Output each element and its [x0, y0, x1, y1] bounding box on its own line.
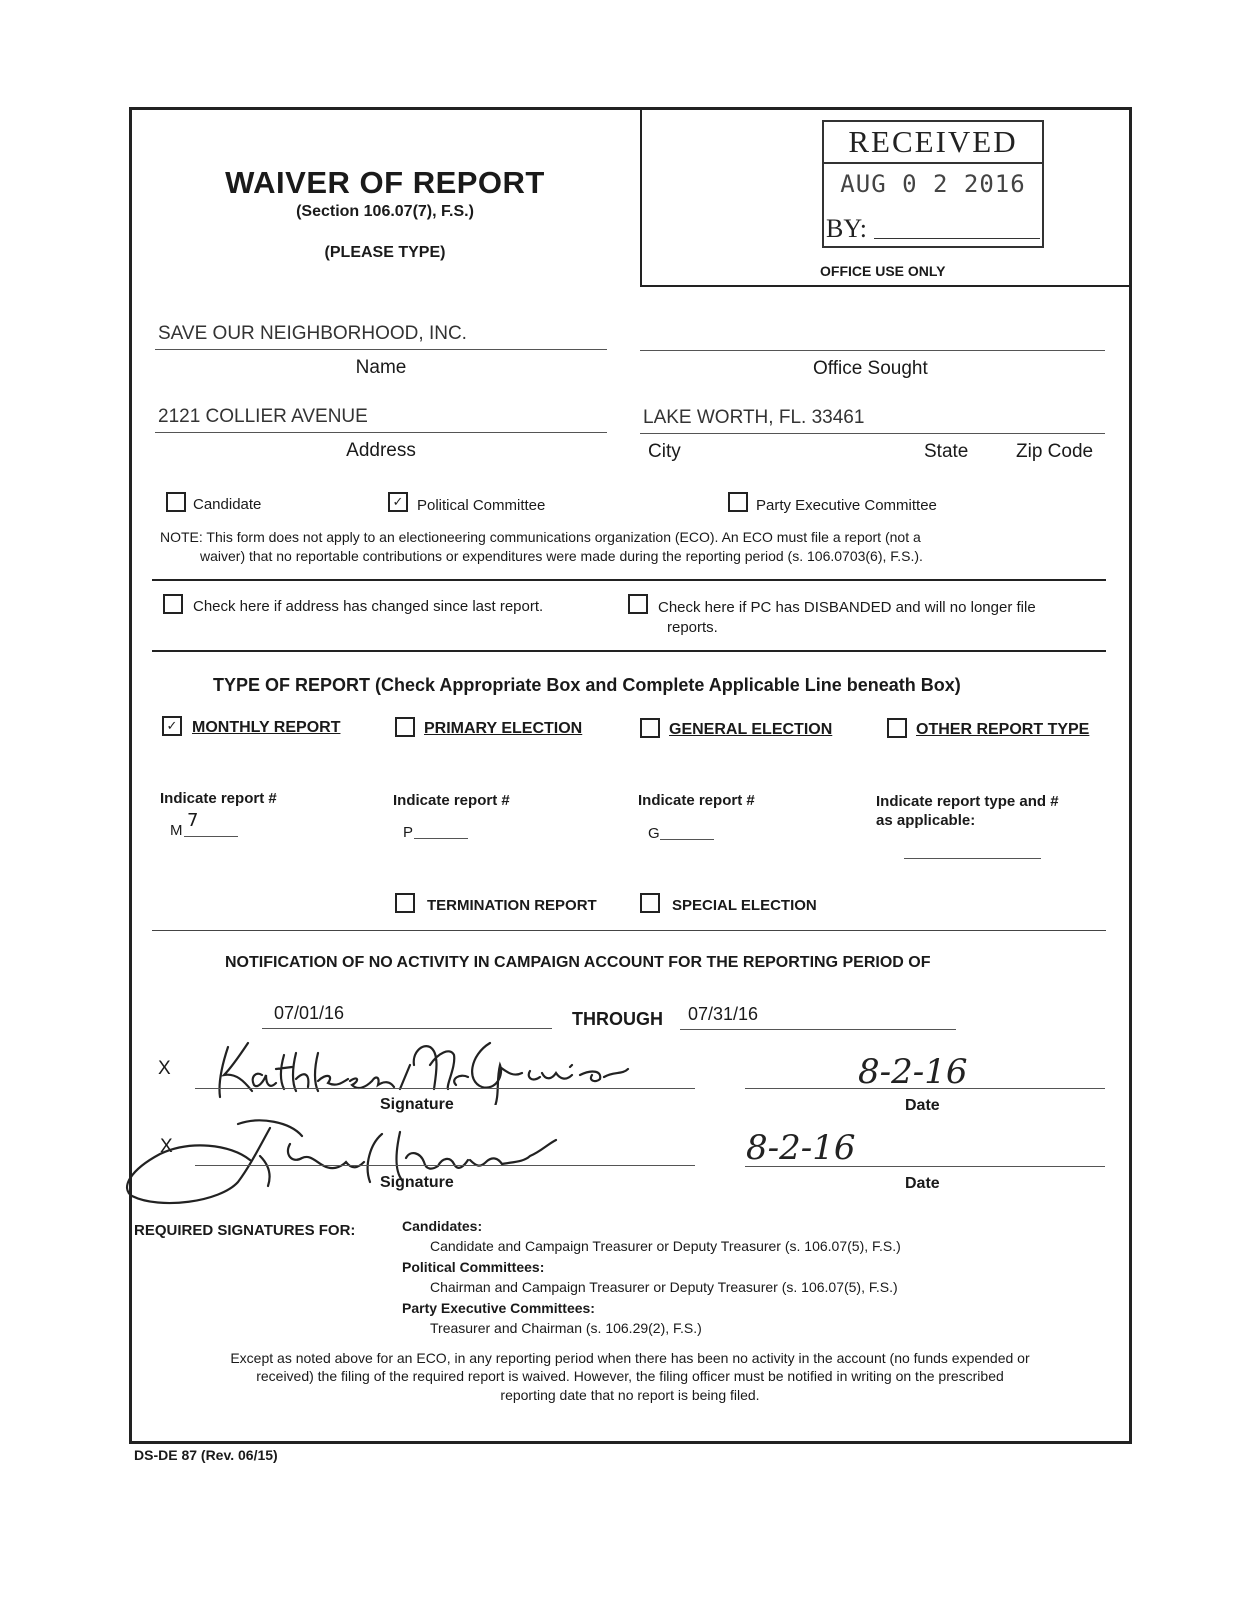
termination-label: TERMINATION REPORT: [427, 897, 597, 914]
candidate-label: Candidate: [193, 496, 262, 513]
monthly-prefix: M: [170, 822, 183, 839]
through-label: THROUGH: [572, 1009, 663, 1029]
candidates-heading: Candidates:: [402, 1218, 483, 1234]
political-committee-label: Political Committee: [417, 497, 546, 514]
address-changed-checkbox[interactable]: [163, 594, 183, 614]
stamp-title: RECEIVED: [848, 124, 1018, 159]
sig1-date[interactable]: 8-2-16: [858, 1052, 968, 1092]
report-type-heading: TYPE OF REPORT (Check Appropriate Box and Complete Applicable Line beneath Box): [213, 675, 961, 695]
signature-1-image: [200, 1025, 640, 1105]
sig1-label: Signature: [380, 1096, 454, 1113]
name-label: Name: [355, 357, 407, 378]
primary-prefix: P: [403, 824, 414, 841]
pc-text: Chairman and Campaign Treasurer or Deputy Treasurer (s. 106.07(5), F.S.): [430, 1279, 898, 1295]
disbanded-checkbox[interactable]: [628, 594, 648, 614]
stamp-by: BY:: [826, 214, 867, 243]
sig2-date-line: [745, 1166, 1105, 1167]
city-line: [640, 433, 1105, 434]
party-executive-checkbox[interactable]: [728, 492, 748, 512]
monthly-number-line: [184, 836, 238, 837]
form-number: DS-DE 87 (Rev. 06/15): [134, 1447, 278, 1463]
stamp-by-line: [874, 238, 1040, 239]
special-checkbox[interactable]: [640, 893, 660, 913]
general-label: GENERAL ELECTION: [669, 721, 833, 738]
office-sought-label: Office Sought: [813, 358, 928, 379]
special-label: SPECIAL ELECTION: [672, 897, 817, 914]
general-checkbox[interactable]: [640, 718, 660, 738]
period-to[interactable]: 07/31/16: [688, 1004, 759, 1024]
pc-heading: Political Committees:: [402, 1259, 545, 1275]
note-line-1: NOTE: This form does not apply to an electioneering communications organization (ECO). An ECO must file a report (not a: [160, 529, 921, 545]
city-state-zip-field[interactable]: LAKE WORTH, FL. 33461: [643, 407, 865, 428]
sig1-date-line: [745, 1088, 1105, 1089]
candidates-text: Candidate and Campaign Treasurer or Deputy Treasurer (s. 106.07(5), F.S.): [430, 1238, 901, 1254]
primary-label: PRIMARY ELECTION: [424, 720, 583, 737]
period-from[interactable]: 07/01/16: [274, 1003, 345, 1023]
footer-note-line-3: reporting date that no report is being filed.: [500, 1387, 760, 1403]
form-title: WAIVER OF REPORT: [225, 165, 545, 200]
sig1-line: [195, 1088, 695, 1089]
state-label: State: [924, 441, 969, 462]
general-prefix: G: [648, 825, 660, 842]
footer-note-line-2: received) the filing of the required report is waived. However, the filing officer must be notified in writing on the prescribed: [256, 1368, 1004, 1384]
notification-heading: NOTIFICATION OF NO ACTIVITY IN CAMPAIGN ACCOUNT FOR THE REPORTING PERIOD OF: [225, 954, 931, 971]
other-label: OTHER REPORT TYPE: [916, 721, 1090, 738]
divider-2: [152, 650, 1106, 652]
office-sought-line: [640, 350, 1105, 351]
termination-checkbox[interactable]: [395, 893, 415, 913]
candidate-checkbox[interactable]: [166, 492, 186, 512]
divider-3: [152, 930, 1106, 931]
sig2-line: [195, 1165, 695, 1166]
sig1-mark: X: [158, 1058, 171, 1079]
other-checkbox[interactable]: [887, 718, 907, 738]
received-stamp: [822, 120, 1044, 248]
sig2-date[interactable]: 8-2-16: [746, 1128, 856, 1168]
monthly-indicate: Indicate report #: [160, 790, 277, 807]
form-section: (Section 106.07(7), F.S.): [296, 203, 474, 220]
monthly-label: MONTHLY REPORT: [192, 719, 341, 736]
zip-label: Zip Code: [1016, 441, 1094, 462]
other-indicate-1: Indicate report type and #: [876, 793, 1059, 810]
footer-note-line-1: Except as noted above for an ECO, in any reporting period when there has been no activity in the account (no funds expended or: [230, 1350, 1030, 1366]
city-label: City: [648, 441, 681, 462]
disbanded-label-2: reports.: [667, 619, 718, 636]
name-line: [155, 349, 607, 350]
divider-1: [152, 579, 1106, 581]
please-type: (PLEASE TYPE): [324, 244, 446, 261]
political-committee-checkbox[interactable]: ✓: [388, 492, 408, 512]
primary-indicate: Indicate report #: [393, 792, 510, 809]
sig2-label: Signature: [380, 1174, 454, 1191]
period-to-line: [680, 1029, 956, 1030]
pec-text: Treasurer and Chairman (s. 106.29(2), F.S.): [430, 1320, 702, 1336]
name-field[interactable]: SAVE OUR NEIGHBORHOOD, INC.: [158, 323, 467, 344]
stamp-date: AUG 0 2 2016: [840, 170, 1026, 198]
monthly-checkbox[interactable]: ✓: [162, 716, 182, 736]
other-indicate-2: as applicable:: [876, 812, 976, 829]
disbanded-label-1: Check here if PC has DISBANDED and will no longer file: [658, 599, 1036, 616]
general-number-line: [660, 839, 714, 840]
note-line-2: waiver) that no reportable contributions or expenditures were made during the reporting period (s. 106.0703(6), F.S.).: [200, 548, 923, 564]
address-line: [155, 432, 607, 433]
pec-heading: Party Executive Committees:: [402, 1300, 595, 1316]
party-executive-label: Party Executive Committee: [756, 497, 937, 514]
sig1-date-label: Date: [905, 1097, 940, 1114]
stamp-divider: [824, 162, 1042, 164]
other-value-line: [904, 858, 1041, 859]
monthly-report-number[interactable]: 7: [187, 810, 199, 831]
sig2-date-label: Date: [905, 1175, 940, 1192]
required-signatures-label: REQUIRED SIGNATURES FOR:: [134, 1222, 356, 1239]
primary-number-line: [414, 838, 468, 839]
sig2-mark: X: [160, 1136, 173, 1157]
address-label: Address: [346, 440, 416, 461]
address-field[interactable]: 2121 COLLIER AVENUE: [158, 406, 368, 427]
office-use-label: OFFICE USE ONLY: [820, 263, 946, 279]
address-changed-label: Check here if address has changed since last report.: [193, 598, 544, 615]
general-indicate: Indicate report #: [638, 792, 755, 809]
primary-checkbox[interactable]: [395, 717, 415, 737]
